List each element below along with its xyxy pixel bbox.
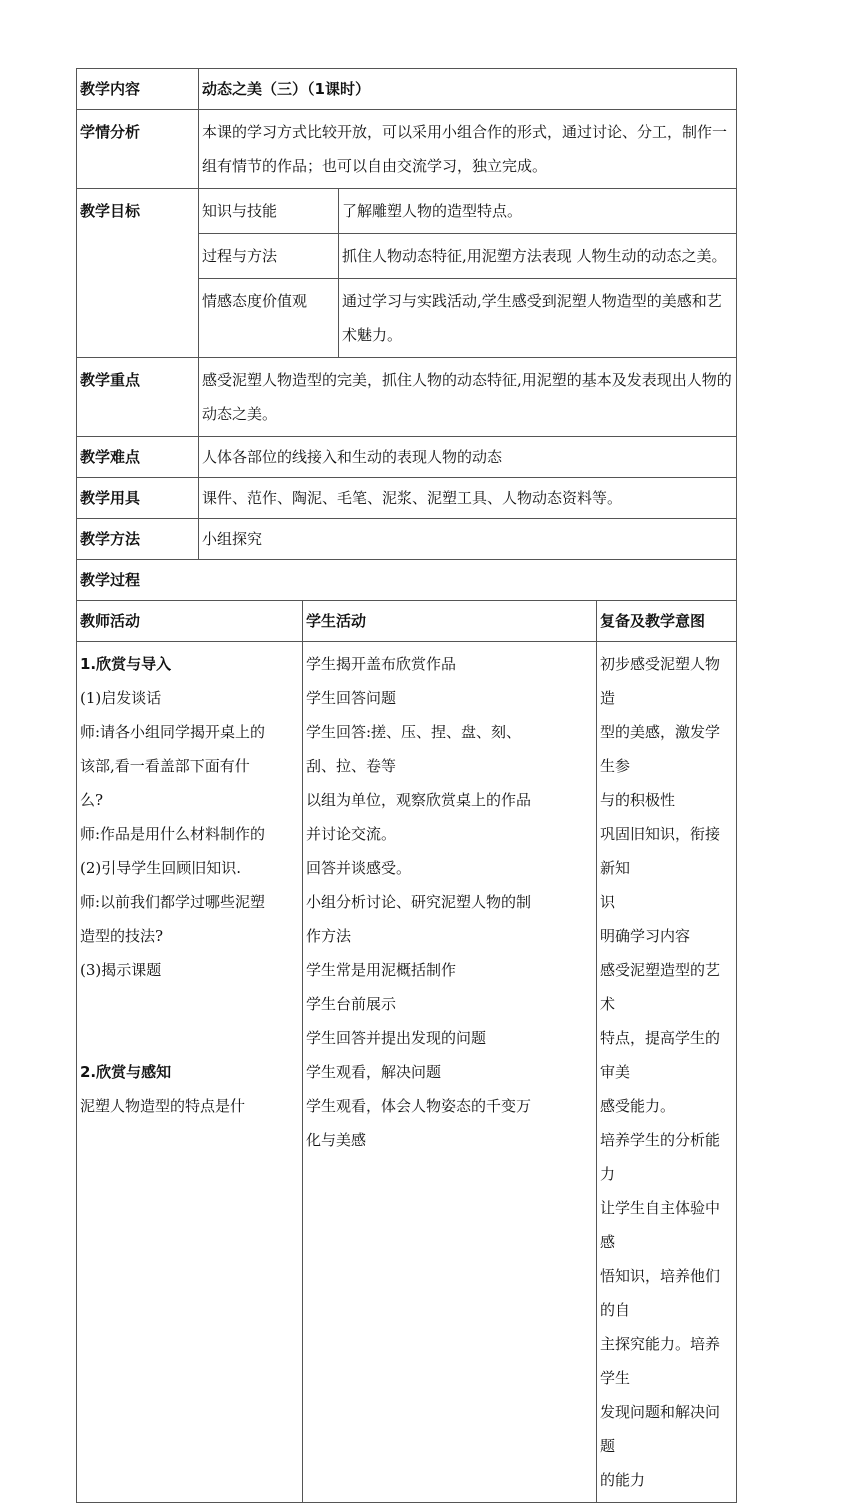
col-student-header: 学生活动 — [303, 601, 597, 642]
student-activity-cell — [303, 642, 597, 1503]
col-teacher-header: 教师活动 — [77, 601, 303, 642]
list-item: 巩固旧知识，衔接新知 — [600, 825, 721, 877]
focus-row — [77, 358, 737, 437]
process-title-row — [77, 560, 737, 601]
tools-row — [77, 478, 737, 519]
intent-cell — [597, 642, 737, 1503]
list-item: 小组分析讨论、研究泥塑人物的制 — [306, 893, 532, 911]
list-item: 初步感受泥塑人物造 — [600, 655, 721, 707]
focus-label: 教学重点 — [77, 358, 199, 437]
list-item: 么? — [80, 791, 104, 809]
list-item: 的能力 — [600, 1471, 646, 1489]
lesson-plan-table — [76, 68, 737, 1503]
goal-text: 抓住人物动态特征,用泥塑方法表现 人物生动的动态之美。 — [339, 234, 737, 279]
list-item: 学生回答:搓、压、捏、盘、刻、 — [306, 723, 522, 741]
method-row — [77, 519, 737, 560]
list-item: 悟知识，培养他们的自 — [600, 1267, 721, 1319]
list-item: 泥塑人物造型的特点是什 — [80, 1097, 246, 1115]
list-item: 学生回答并提出发现的问题 — [306, 1029, 487, 1047]
list-item: 师:请各小组同学揭开桌上的 — [80, 723, 266, 741]
process-header-row — [77, 601, 737, 642]
spacer — [80, 987, 299, 1021]
list-item: 并讨论交流。 — [306, 825, 397, 843]
tools-label: 教学用具 — [77, 478, 199, 519]
list-item: 该部,看一看盖部下面有什 — [80, 757, 250, 775]
list-item: (3)揭示课题 — [80, 961, 162, 979]
list-item: 师:作品是用什么材料制作的 — [80, 825, 266, 843]
list-item: 2.欣赏与感知 — [80, 1063, 172, 1081]
analysis-value: 本课的学习方式比较开放，可以采用小组合作的形式，通过讨论、分工，制作一组有情节的作品；也可以自由交流学习，独立完成。 — [199, 110, 737, 189]
difficulty-label: 教学难点 — [77, 437, 199, 478]
goal-name: 知识与技能 — [199, 189, 339, 234]
list-item: 学生常是用泥概括制作 — [306, 961, 457, 979]
goal-text: 通过学习与实践活动,学生感受到泥塑人物造型的美感和艺术魅力。 — [339, 279, 737, 358]
list-item: 发现问题和解决问题 — [600, 1403, 721, 1455]
list-item: 学生回答问题 — [306, 689, 397, 707]
process-title: 教学过程 — [77, 560, 737, 601]
list-item: 让学生自主体验中感 — [600, 1199, 721, 1251]
list-item: 学生台前展示 — [306, 995, 397, 1013]
difficulty-row — [77, 437, 737, 478]
list-item: 造型的技法? — [80, 927, 164, 945]
goal-name: 情感态度价值观 — [199, 279, 339, 358]
list-item: 化与美感 — [306, 1131, 367, 1149]
list-item: 师:以前我们都学过哪些泥塑 — [80, 893, 266, 911]
list-item: 感受泥塑造型的艺术 — [600, 961, 721, 1013]
list-item: (1)启发谈话 — [80, 689, 162, 707]
list-item: 感受能力。 — [600, 1097, 676, 1115]
goal-name: 过程与方法 — [199, 234, 339, 279]
analysis-label: 学情分析 — [77, 110, 199, 189]
list-item: 回答并谈感受。 — [306, 859, 412, 877]
list-item: 1.欣赏与导入 — [80, 655, 172, 673]
list-item: 学生揭开盖布欣赏作品 — [306, 655, 457, 673]
list-item: 作方法 — [306, 927, 352, 945]
method-value: 小组探究 — [199, 519, 737, 560]
teacher-activity-cell — [77, 642, 303, 1503]
list-item: 学生观看，体会人物姿态的千变万 — [306, 1097, 532, 1115]
method-label: 教学方法 — [77, 519, 199, 560]
list-item: 识 — [600, 893, 616, 911]
lesson-plan-sheet — [76, 68, 736, 1503]
list-item: 特点，提高学生的审美 — [600, 1029, 721, 1081]
list-item: (2)引导学生回顾旧知识. — [80, 859, 242, 877]
spacer — [80, 1021, 299, 1055]
list-item: 学生观看，解决问题 — [306, 1063, 442, 1081]
list-item: 培养学生的分析能力 — [600, 1131, 721, 1183]
list-item: 以组为单位，观察欣赏桌上的作品 — [306, 791, 532, 809]
list-item: 刮、拉、卷等 — [306, 757, 397, 775]
list-item: 型的美感，激发学生参 — [600, 723, 721, 775]
content-row — [77, 69, 737, 110]
list-item: 明确学习内容 — [600, 927, 691, 945]
process-body-row — [77, 642, 737, 1503]
difficulty-value: 人体各部位的线接入和生动的表现人物的动态 — [199, 437, 737, 478]
goal-text: 了解雕塑人物的造型特点。 — [339, 189, 737, 234]
goals-row-1 — [77, 189, 737, 234]
list-item: 主探究能力。培养学生 — [600, 1335, 721, 1387]
focus-value: 感受泥塑人物造型的完美，抓住人物的动态特征,用泥塑的基本及发表现出人物的动态之美。 — [199, 358, 737, 437]
analysis-row — [77, 110, 737, 189]
content-label: 教学内容 — [77, 69, 199, 110]
goals-label: 教学目标 — [77, 189, 199, 358]
content-value: 动态之美（三）（1课时） — [199, 69, 737, 110]
list-item: 与的积极性 — [600, 791, 676, 809]
col-intent-header: 复备及教学意图 — [597, 601, 737, 642]
tools-value: 课件、范作、陶泥、毛笔、泥浆、泥塑工具、人物动态资料等。 — [199, 478, 737, 519]
